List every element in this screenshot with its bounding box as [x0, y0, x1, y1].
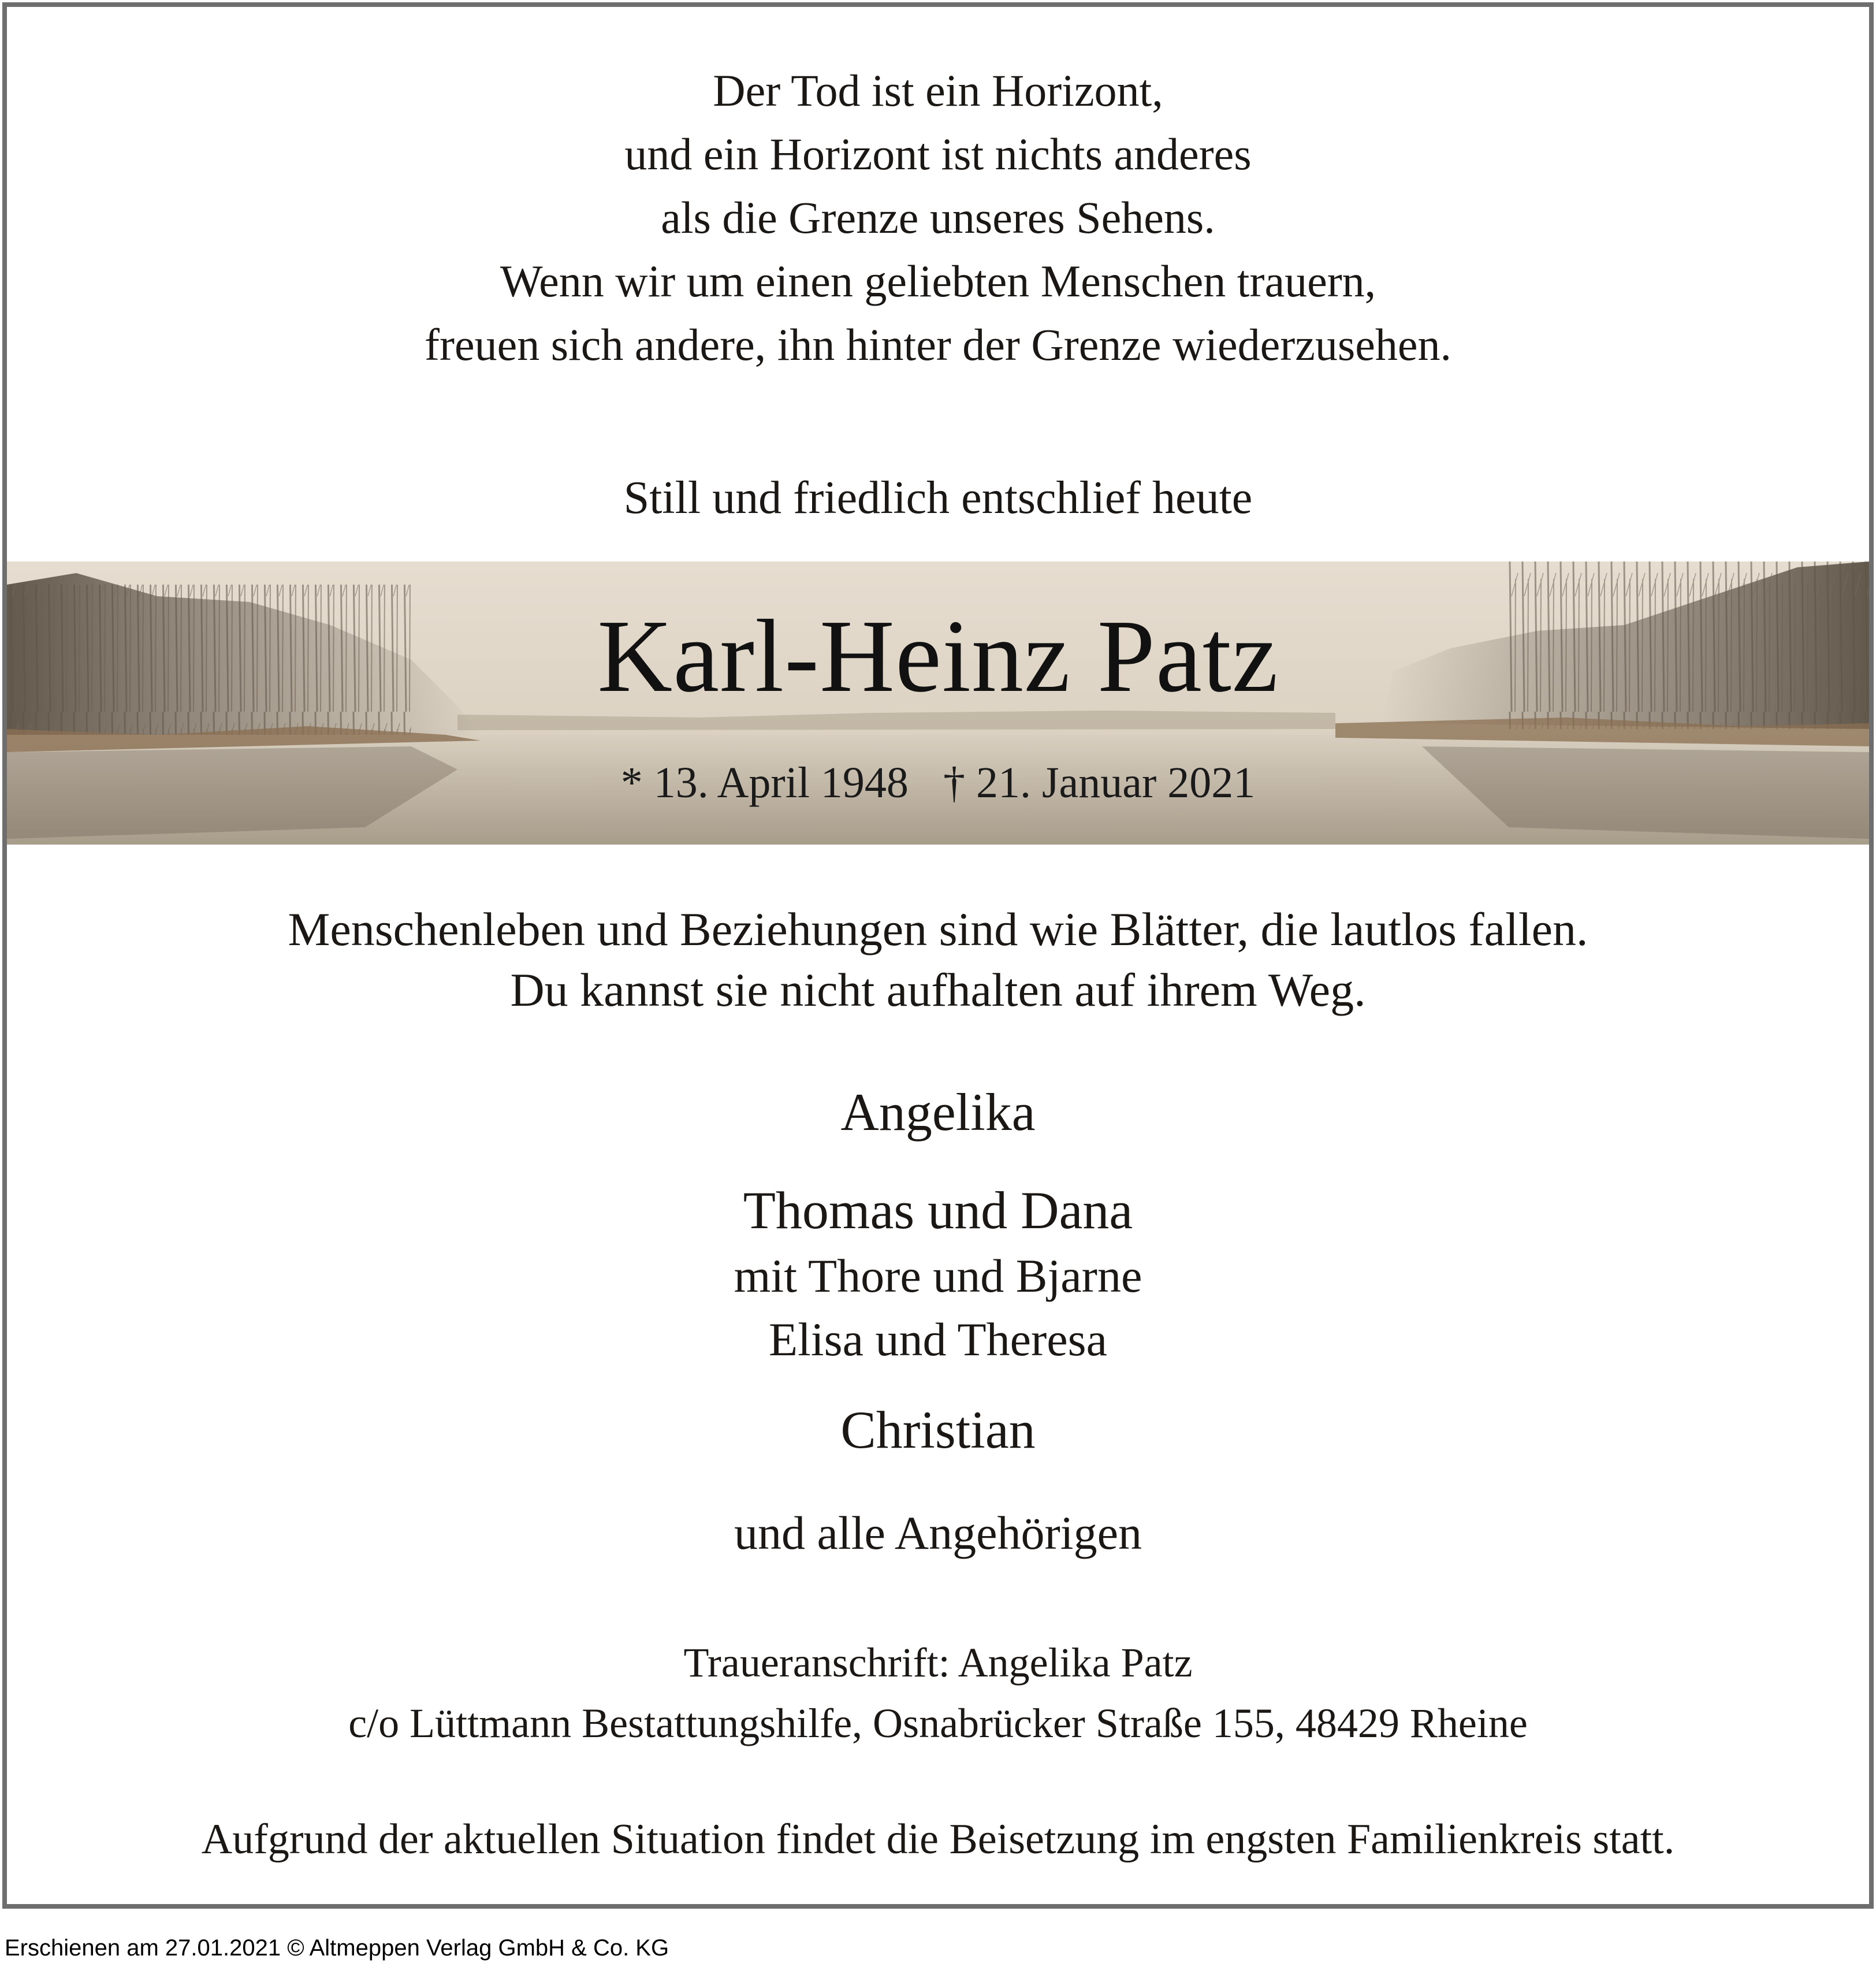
mourner-subline: Elisa und Theresa — [769, 1313, 1107, 1366]
intro-text: Still und friedlich entschlief heute — [623, 473, 1253, 523]
obituary-frame — [2, 2, 1874, 1909]
mourner-subline: mit Thore und Bjarne — [734, 1250, 1142, 1302]
publication-footer: Erschienen am 27.01.2021 © Altmeppen Verlag GmbH & Co. KG — [5, 1935, 669, 1961]
landscape-banner — [7, 562, 1869, 845]
poem-line: als die Grenze unseres Sehens. — [661, 192, 1215, 243]
mourner-name: Christian — [840, 1400, 1036, 1459]
mourner-name: Thomas und Dana — [743, 1181, 1133, 1240]
address-line: c/o Lüttmann Bestattungshilfe, Osnabrücker Straße 155, 48429 Rheine — [348, 1700, 1528, 1746]
poem-line: Der Tod ist ein Horizont, — [713, 65, 1163, 116]
poem-line: und ein Horizont ist nichts anderes — [624, 129, 1252, 179]
death-date: † 21. Januar 2021 — [943, 759, 1256, 807]
life-dates — [7, 758, 1869, 808]
quote-line: Du kannst sie nicht aufhalten auf ihrem Weg. — [510, 964, 1366, 1016]
mourners-others: und alle Angehörigen — [734, 1507, 1142, 1559]
poem-line: freuen sich andere, ihn hinter der Grenze wiederzusehen. — [425, 319, 1451, 370]
poem-line: Wenn wir um einen geliebten Menschen trauern, — [500, 256, 1376, 306]
mourner-name: Angelika — [840, 1083, 1036, 1142]
quote-line: Menschenleben und Beziehungen sind wie Blätter, die lautlos fallen. — [288, 903, 1588, 955]
deceased-name: Karl-Heinz Patz — [597, 598, 1279, 713]
birth-date: * 13. April 1948 — [620, 759, 909, 807]
burial-note: Aufgrund der aktuellen Situation findet die Beisetzung im engsten Familienkreis statt. — [201, 1816, 1675, 1863]
address-line: Traueranschrift: Angelika Patz — [683, 1639, 1193, 1686]
